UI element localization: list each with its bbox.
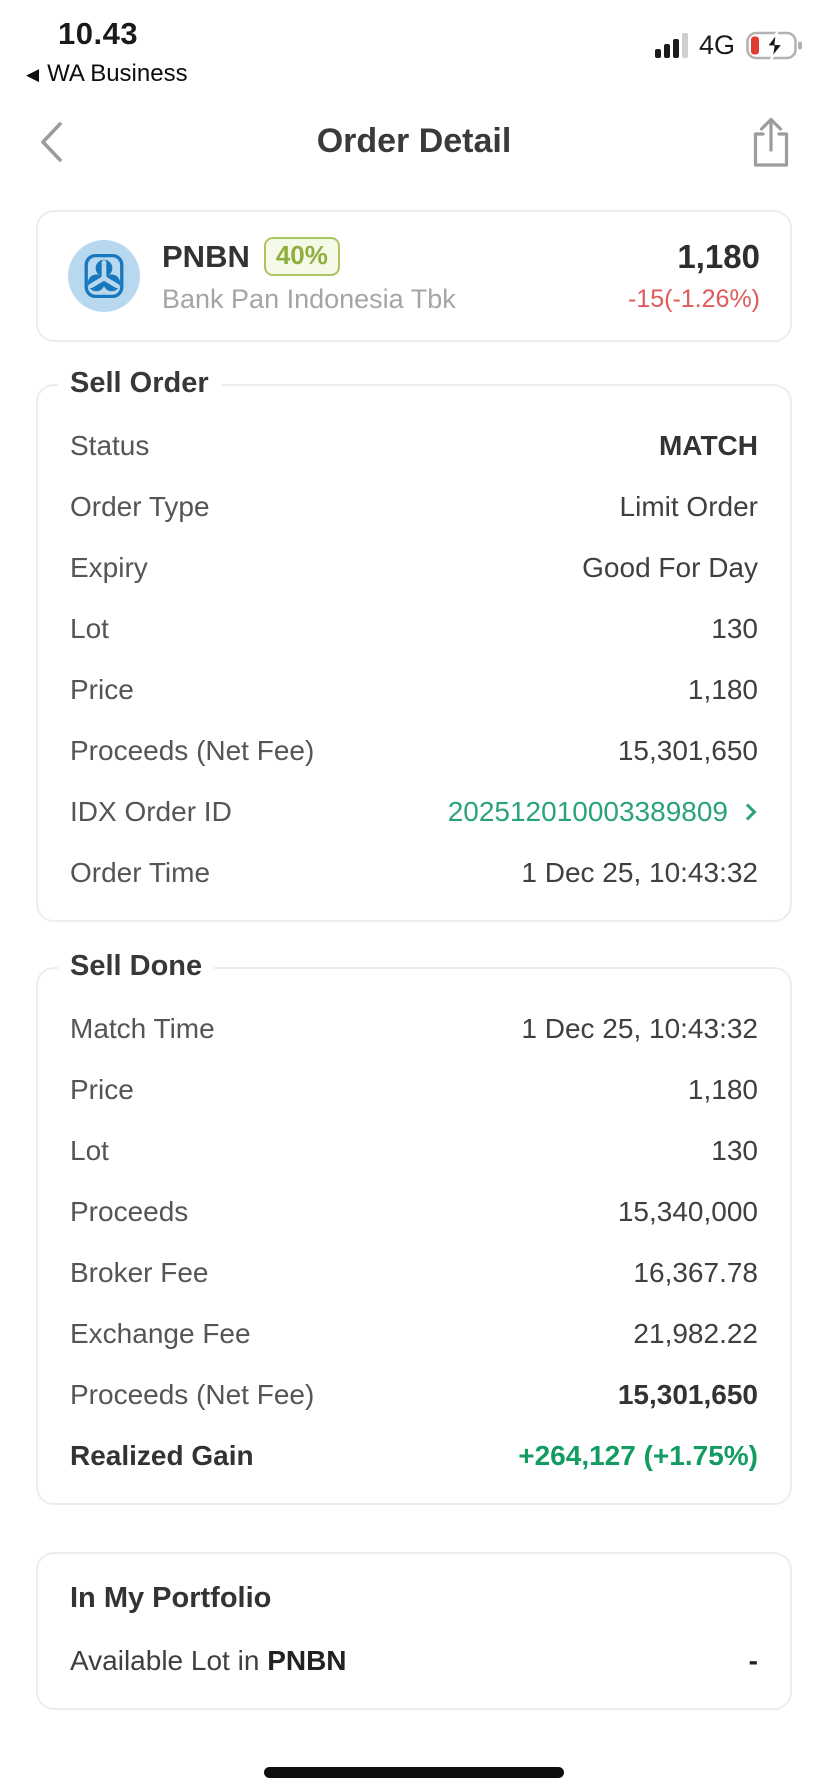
cellular-signal-icon bbox=[655, 33, 688, 58]
row-value: 1 Dec 25, 10:43:32 bbox=[521, 1012, 758, 1044]
row-label: Proceeds (Net Fee) bbox=[70, 734, 315, 766]
row-label: Expiry bbox=[70, 551, 148, 583]
row-label: Lot bbox=[70, 1134, 109, 1166]
detail-row bbox=[70, 781, 758, 842]
panin-bank-logo-icon bbox=[81, 253, 127, 299]
sell-order-section bbox=[36, 367, 792, 922]
available-lot-ticker: PNBN bbox=[267, 1645, 347, 1676]
row-value-group bbox=[688, 674, 758, 706]
row-value-group bbox=[521, 1013, 758, 1045]
portfolio-section-title: In My Portfolio bbox=[70, 1582, 272, 1614]
available-lot-value: - bbox=[748, 1645, 758, 1676]
detail-row bbox=[70, 1120, 758, 1181]
row-label: IDX Order ID bbox=[70, 795, 232, 827]
detail-row bbox=[70, 659, 758, 720]
back-to-app-button[interactable] bbox=[26, 60, 188, 88]
stock-price-block bbox=[628, 238, 760, 314]
row-value: 1 Dec 25, 10:43:32 bbox=[521, 856, 758, 888]
row-value: 130 bbox=[711, 612, 758, 644]
row-value: 15,301,650 bbox=[617, 1378, 758, 1410]
price-change: -15(-1.26%) bbox=[628, 285, 760, 313]
row-value: 1,180 bbox=[687, 673, 758, 705]
network-type-label: 4G bbox=[698, 30, 735, 60]
page-title: Order Detail bbox=[316, 122, 512, 160]
row-value: Limit Order bbox=[619, 490, 758, 522]
sell-done-section bbox=[36, 950, 792, 1505]
available-lot-label: Available Lot in PNBN bbox=[70, 1645, 347, 1676]
row-label: Status bbox=[70, 429, 150, 461]
status-time: 10.43 bbox=[58, 16, 139, 51]
row-value-group bbox=[582, 552, 758, 584]
row-value-group bbox=[633, 1318, 758, 1350]
stock-logo bbox=[68, 240, 140, 312]
detail-row bbox=[70, 1181, 758, 1242]
detail-row bbox=[70, 842, 758, 903]
sell-done-rows bbox=[70, 998, 758, 1486]
row-value-group bbox=[518, 1440, 758, 1472]
detail-row bbox=[70, 1364, 758, 1425]
sell-order-section-title: Sell Order bbox=[58, 367, 221, 400]
row-label: Proceeds (Net Fee) bbox=[70, 1378, 315, 1410]
row-value-group[interactable] bbox=[448, 796, 758, 828]
portfolio-section bbox=[36, 1552, 792, 1710]
last-price: 1,180 bbox=[677, 238, 760, 275]
row-value: 21,982.22 bbox=[633, 1317, 758, 1349]
detail-row bbox=[70, 598, 758, 659]
stock-ticker: PNBN bbox=[162, 238, 250, 274]
battery-charging-icon bbox=[746, 31, 804, 60]
nav-bar bbox=[0, 110, 828, 174]
row-label: Price bbox=[70, 673, 134, 705]
row-value-group bbox=[618, 1196, 758, 1228]
row-value-group bbox=[620, 491, 758, 523]
row-value-group bbox=[521, 857, 758, 889]
status-bar bbox=[0, 0, 828, 92]
row-label: Exchange Fee bbox=[70, 1317, 251, 1349]
row-value: 15,340,000 bbox=[617, 1195, 758, 1227]
row-label: Match Time bbox=[70, 1012, 215, 1044]
row-label: Price bbox=[70, 1073, 134, 1105]
row-label: Order Type bbox=[70, 490, 210, 522]
chevron-right-icon bbox=[740, 803, 757, 820]
detail-row bbox=[70, 720, 758, 781]
row-value-group bbox=[659, 430, 758, 462]
row-value-group bbox=[711, 1135, 758, 1167]
row-value-group bbox=[618, 1379, 758, 1411]
detail-row bbox=[70, 537, 758, 598]
row-label: Proceeds bbox=[70, 1195, 189, 1227]
detail-row bbox=[70, 1303, 758, 1364]
status-indicators bbox=[655, 30, 804, 61]
row-value-group bbox=[618, 735, 758, 767]
row-label: Realized Gain bbox=[70, 1439, 254, 1471]
row-value: Good For Day bbox=[582, 551, 758, 583]
home-indicator[interactable] bbox=[264, 1767, 564, 1778]
sell-order-rows bbox=[70, 415, 758, 903]
detail-row bbox=[70, 1425, 758, 1486]
sell-done-section-title: Sell Done bbox=[58, 950, 214, 983]
back-to-app-triangle-icon: ◀ bbox=[26, 64, 40, 84]
row-value: 16,367.78 bbox=[633, 1256, 758, 1288]
row-value: 15,301,650 bbox=[617, 734, 758, 766]
order-id-link[interactable]: 202512010003389809 bbox=[447, 795, 728, 827]
row-value-group bbox=[711, 613, 758, 645]
stock-summary-card[interactable] bbox=[36, 210, 792, 342]
back-to-app-label: WA Business bbox=[47, 60, 188, 87]
row-value: MATCH bbox=[658, 429, 758, 461]
row-value: +264,127 (+1.75%) bbox=[518, 1439, 758, 1471]
company-name: Bank Pan Indonesia Tbk bbox=[162, 284, 456, 314]
detail-row bbox=[70, 415, 758, 476]
row-label: Order Time bbox=[70, 856, 211, 888]
detail-row bbox=[70, 476, 758, 537]
row-label: Lot bbox=[70, 612, 109, 644]
row-label: Broker Fee bbox=[70, 1256, 209, 1288]
detail-row bbox=[70, 1242, 758, 1303]
stock-info bbox=[162, 237, 456, 315]
share-button[interactable] bbox=[748, 116, 794, 170]
detail-row bbox=[70, 1059, 758, 1120]
row-value-group bbox=[633, 1257, 758, 1289]
detail-row bbox=[70, 998, 758, 1059]
row-value-group bbox=[688, 1074, 758, 1106]
available-lot-row bbox=[70, 1645, 758, 1677]
row-value: 1,180 bbox=[687, 1073, 758, 1105]
haircut-percent-badge: 40% bbox=[264, 237, 340, 276]
row-value: 130 bbox=[711, 1134, 758, 1166]
